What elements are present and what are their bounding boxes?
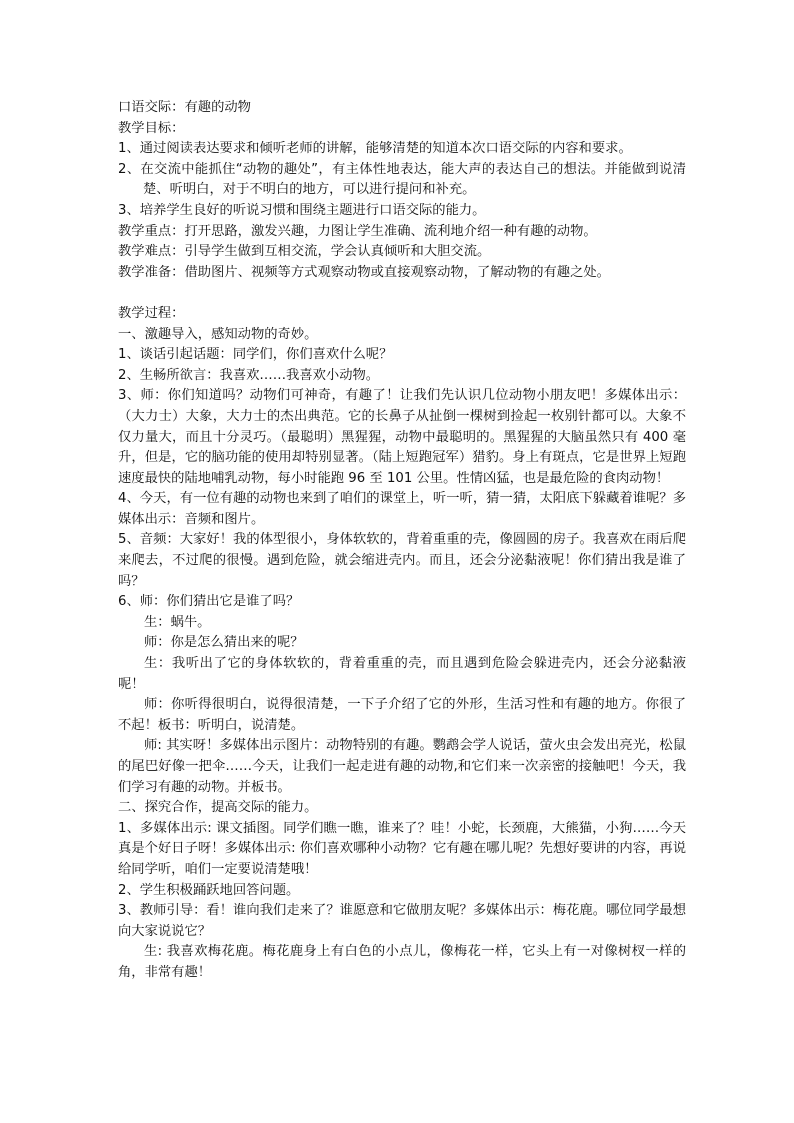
goal-heading: 教学目标：	[118, 120, 185, 136]
step-2-1: 1、多媒体出示: 课文插图。同学们瞧一瞧，谁来了？哇！小蛇，长颈鹿，大熊猫，小狗……今天真是个好日子呀！多媒体出示: 你们喜欢哪种小动物？它有趣在哪儿呢？先想好要讲的内容，再说给同学听，咱们一定要说清楚哦！	[118, 820, 686, 877]
goal-item-2: 2、在交流中能抓住“动物的趣处”，有主体性地表达，能大声的表达自己的想法。并能做到说清楚、听明白，对于不明白的地方，可以进行提问和补充。	[118, 161, 686, 198]
dialogue-line: 生：蜗牛。	[144, 614, 211, 630]
dialogue-line: 师：你是怎么猜出来的呢？	[144, 635, 304, 651]
key-point: 教学重点：打开思路，激发兴趣，力图让学生准确、流利地介绍一种有趣的动物。	[118, 223, 597, 239]
document-body	[118, 98, 686, 984]
step-1-2: 2、生畅所欲言：我喜欢……我喜欢小动物。	[118, 367, 380, 383]
section-heading-2: 二、探究合作，提高交际的能力。	[118, 800, 318, 816]
step-1-3: 3、师：你们知道吗？动物们可神奇，有趣了！让我们先认识几位动物小朋友吧！多媒体出示：（大力士）大象，大力士的杰出典范。它的长鼻子从扯倒一棵树到捡起一枚别针都可以。大象不仅力量大，而且十分灵巧。（最聪明）黑猩猩，动物中最聪明的。黑猩猩的大脑虽然只有 400 毫升，但是，它的脑功能的使用却特别显著。（陆上短跑冠军）猎豹。身上有斑点，它是世界上短跑速度最快的陆地哺乳动物，每小时能跑 96 至 101 公里。性情凶猛，也是最危险的食肉动物！	[118, 388, 686, 486]
step-1-4: 4、今天，有一位有趣的动物也来到了咱们的课堂上，听一听，猜一猜，太阳底下躲藏着谁呢？多媒体出示：音频和图片。	[118, 491, 686, 527]
section-heading-1: 一、激趣导入，感知动物的奇妙。	[118, 326, 318, 342]
step-2-2: 2、学生积极踊跃地回答问题。	[118, 882, 300, 898]
page-title: 口语交际：有趣的动物	[118, 100, 251, 115]
goal-item-1: 1、通过阅读表达要求和倾听老师的讲解，能够清楚的知道本次口语交际的内容和要求。	[118, 141, 632, 157]
preparation: 教学准备：借助图片、视频等方式观察动物或直接观察动物，了解动物的有趣之处。	[118, 264, 610, 280]
step-1-5: 5、音频：大家好！我的体型很小，身体软软的，背着重重的壳，像圆圆的房子。我喜欢在雨后爬来爬去，不过爬的很慢。遇到危险，就会缩进壳内。而且，还会分泌黏液呢！你们猜出我是谁了吗？	[118, 532, 686, 589]
dialogue-line: 生：我听出了它的身体软软的，背着重重的壳，而且遇到危险会躲进壳内，还会分泌黏液呢！	[118, 656, 686, 692]
student-answer: 生: 我喜欢梅花鹿。梅花鹿身上有白色的小点儿，像梅花一样，它头上有一对像树杈一样的角，非常有趣！	[118, 944, 686, 980]
goal-item-3: 3、培养学生良好的听说习惯和围绕主题进行口语交际的能力。	[118, 202, 486, 218]
dialogue-line: 师: 其实呀！多媒体出示图片：动物特别的有趣。鹦鹉会学人说话，萤火虫会发出亮光，松鼠的尾巴好像一把伞……今天，让我们一起走进有趣的动物,和它们来一次亲密的接触吧！今天，我们学习有趣的动物。并板书。	[118, 738, 686, 795]
difficulty: 教学难点：引导学生做到互相交流，学会认真倾听和大胆交流。	[118, 244, 491, 260]
process-heading: 教学过程：	[118, 305, 185, 321]
step-2-3: 3、教师引导：看！谁向我们走来了？谁愿意和它做朋友呢？多媒体出示：梅花鹿。哪位同学最想向大家说说它？	[118, 903, 686, 939]
dialogue-line: 师：你听得很明白，说得很清楚，一下子介绍了它的外形，生活习性和有趣的地方。你很了不起！板书：听明白，说清楚。	[118, 697, 686, 733]
step-1-1: 1、谈话引起话题：同学们，你们喜欢什么呢？	[118, 347, 393, 363]
blank-line	[118, 283, 686, 304]
step-1-6: 6、师：你们猜出它是谁了吗？	[118, 594, 300, 610]
